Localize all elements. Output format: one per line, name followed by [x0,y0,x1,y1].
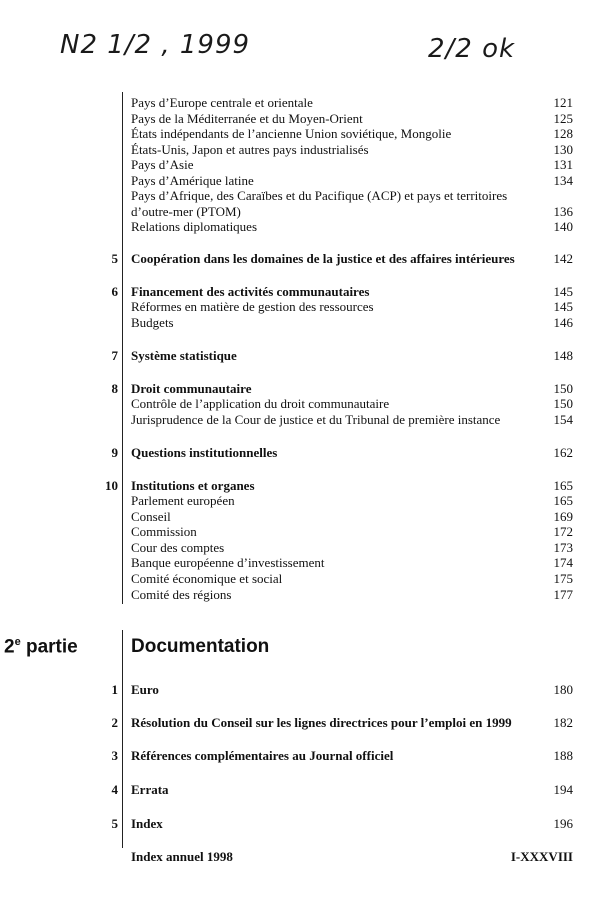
toc-entry [0,125,589,142]
toc-entry-page: 169 [553,509,573,524]
toc-entry [0,523,589,540]
toc-entry-page: 130 [553,142,573,157]
toc-entry-page: 121 [553,95,573,110]
toc-entry [0,714,589,731]
part-label: 2e partie [4,636,78,658]
toc-entry-page: 162 [553,445,573,460]
toc-entry-page: 145 [553,284,573,299]
toc-entry [0,570,589,587]
toc-entry [0,681,589,698]
toc-entry-page: 128 [553,126,573,141]
toc-entry-title: Résolution du Conseil sur les lignes directrices pour l’emploi en 1999 [131,715,512,730]
toc-entry-title: Commission [131,524,197,539]
toc-entry-page: 148 [553,348,573,363]
toc-entry-title: Pays d’Europe centrale et orientale [131,95,313,110]
toc-entry-page: 174 [553,555,573,570]
toc-entry-page: 140 [553,219,573,234]
toc-entry-page: 134 [553,173,573,188]
toc-entry-number: 6 [111,284,118,299]
toc-entry-page: 145 [553,299,573,314]
toc-entry-title: Pays d’Asie [131,157,194,172]
toc-entry-page: 175 [553,571,573,586]
toc-entry-page: 150 [553,381,573,396]
toc-entry-title: Comité économique et social [131,571,283,586]
toc-entry-title: Réformes en matière de gestion des ressources [131,299,374,314]
toc-entry-page: 172 [553,524,573,539]
toc-entry-title: Références complémentaires au Journal officiel [131,748,394,763]
toc-entry-page: 146 [553,315,573,330]
toc-entry [0,781,589,798]
toc-entry-number: 4 [111,782,118,797]
toc-entry-title: d’outre-mer (PTOM) [131,204,241,219]
toc-entry-title: Conseil [131,509,171,524]
toc-entry-title: Pays de la Méditerranée et du Moyen-Orient [131,111,363,126]
toc-entry [0,444,589,461]
toc-entry-title: États-Unis, Japon et autres pays industrialisés [131,142,369,157]
toc-entry-title: Cour des comptes [131,540,225,555]
toc-entry [0,411,589,428]
toc-entry-number: 1 [111,682,118,697]
toc-entry-title: Coopération dans les domaines de la justice et des affaires intérieures [131,251,515,266]
toc-entry-page: 180 [553,682,573,697]
toc-entry-title: Financement des activités communautaires [131,284,370,299]
toc-entry [0,218,589,235]
toc-entry-number: 2 [111,715,118,730]
toc-entry-title: Jurisprudence de la Cour de justice et du Tribunal de première instance [131,412,501,427]
toc-entry-number: 8 [111,381,118,396]
toc-entry-number: 9 [111,445,118,460]
toc-entry [0,747,589,764]
toc-entry [0,815,589,832]
toc-entry-title: Institutions et organes [131,478,255,493]
toc-entry-title: Relations diplomatiques [131,219,258,234]
toc-entry-number: 5 [111,816,118,831]
toc-entry [0,492,589,509]
toc-entry [0,250,589,267]
toc-entry-page: 177 [553,587,573,602]
toc-entry-title: Pays d’Afrique, des Caraïbes et du Pacifique (ACP) et pays et territoires [131,188,508,203]
toc-entry-title: Pays d’Amérique latine [131,173,254,188]
toc-entry-title: Droit communautaire [131,381,252,396]
toc-entry [0,187,589,204]
toc-entry-page: 125 [553,111,573,126]
toc-entry-page: 194 [553,782,573,797]
toc-entry-number: 7 [111,348,118,363]
part-title: Documentation [131,636,270,657]
toc-entry [0,848,589,865]
toc-entry [0,156,589,173]
toc-entry-page: 188 [553,748,573,763]
toc-entry-page: 154 [553,412,573,427]
toc-entry-title: Errata [131,782,169,797]
toc-entry [0,314,589,331]
toc-entry-page: I-XXXVIII [510,849,573,864]
toc-entry-page: 131 [553,157,573,172]
toc-entry-title: Banque européenne d’investissement [131,555,325,570]
toc-entry-page: 165 [553,478,573,493]
toc-entry [0,94,589,111]
toc-entry-title: Parlement européen [131,493,235,508]
toc-entry-title: Système statistique [131,348,237,363]
toc-entry-title: Index annuel 1998 [131,849,233,864]
toc-entry-page: 182 [553,715,573,730]
handwritten-reference: N2 1/2 , 1999 [60,30,251,60]
toc-entry-page: 150 [553,396,573,411]
toc-entry-title: Euro [131,682,159,697]
toc-entry-page: 173 [553,540,573,555]
handwritten-note: 2/2 ok [428,34,516,64]
toc-entry-number: 10 [105,478,118,493]
toc-entry-page: 136 [553,204,573,219]
toc-entry-number: 3 [111,748,118,763]
toc-entry-title: Index [131,816,163,831]
toc-entry [0,347,589,364]
toc-entry-title: Contrôle de l’application du droit communautaire [131,396,390,411]
toc-entry [0,395,589,412]
toc-entry-number: 5 [111,251,118,266]
toc-entry [0,554,589,571]
toc-entry [0,298,589,315]
toc-entry-page: 196 [553,816,573,831]
toc-entry-title: Questions institutionnelles [131,445,278,460]
toc-entry [0,586,589,603]
toc-entry-page: 142 [553,251,573,266]
toc-entry-page: 165 [553,493,573,508]
toc-entry-title: Comité des régions [131,587,232,602]
toc-entry-title: Budgets [131,315,174,330]
toc-entry-title: États indépendants de l’ancienne Union soviétique, Mongolie [131,126,452,141]
